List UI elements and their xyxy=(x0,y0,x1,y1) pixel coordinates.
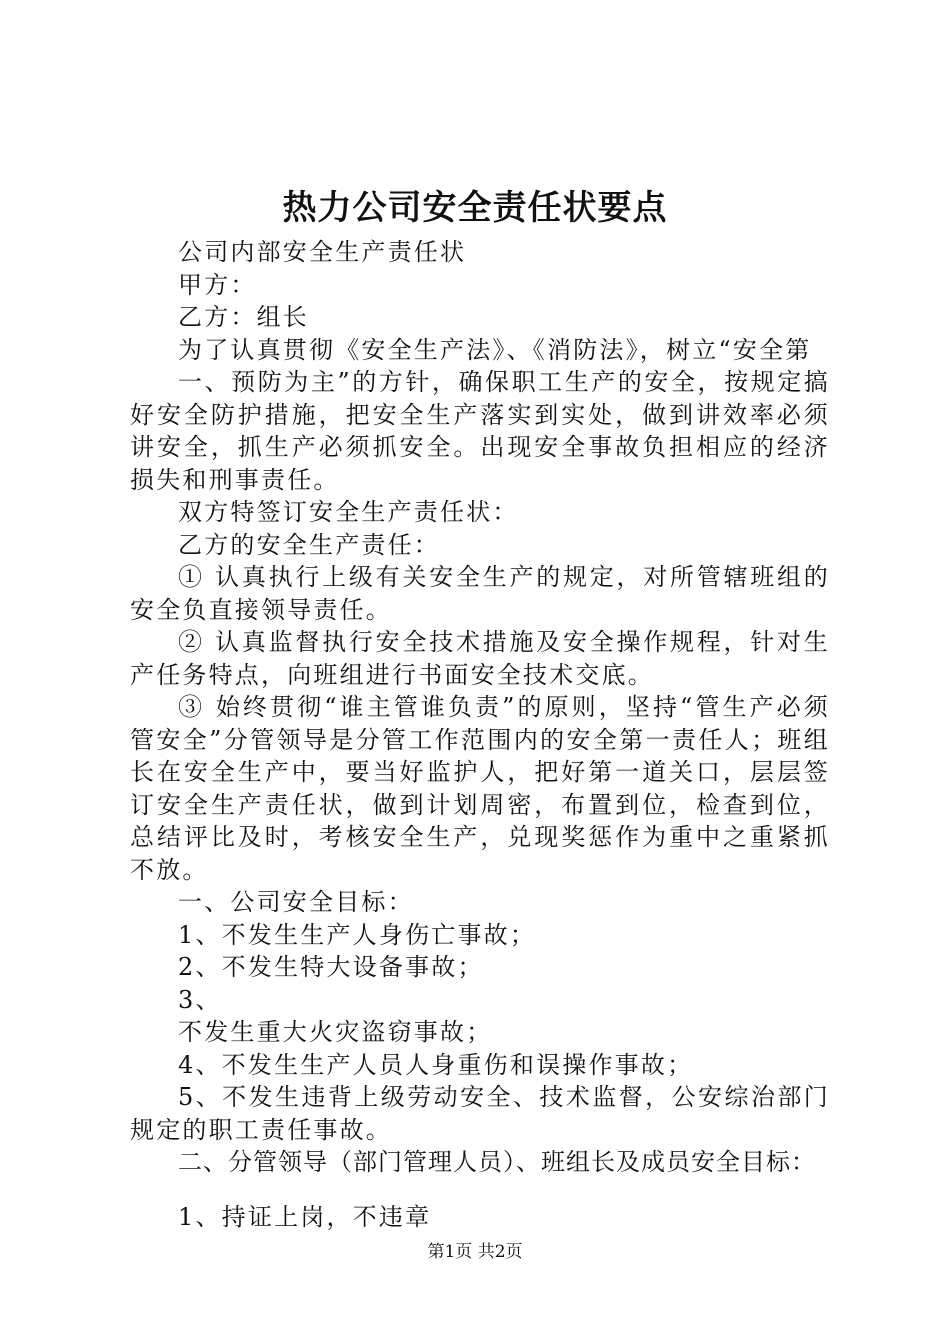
paragraph: 一、公司安全目标： xyxy=(178,888,414,916)
paragraph: 乙方：组长 xyxy=(178,303,309,331)
paragraph: 一、预防为主”的方针，确保职工生产的安全，按规定搞好安全防护措施，把安全生产落实到实处，做到讲效率必须讲安全，抓生产必须抓安全。出现安全事故负担相应的经济损失和刑事责任。 xyxy=(130,368,830,494)
paragraph: 二、分管领导（部门管理人员）、班组长及成员安全目标： xyxy=(178,1148,816,1176)
paragraph: 5、不发生违背上级劳动安全、技术监督，公安综治部门规定的职工责任事故。 xyxy=(130,1083,830,1144)
document-title: 热力公司安全责任状要点 xyxy=(282,188,668,228)
page-footer: 第1页 共2页 xyxy=(427,1242,523,1262)
paragraph: 2、不发生特大设备事故； xyxy=(178,953,484,981)
paragraph: 乙方的安全生产责任： xyxy=(178,530,440,559)
paragraph: 1、持证上岗，不违章 xyxy=(178,1202,432,1231)
paragraph: ③ 始终贯彻“谁主管谁负责”的原则，坚持“管生产必须管安全”分管领导是分管工作范围内的安全第一责任人；班组长在安全生产中，要当好监护人，把好第一道关口，层层签订安全生产责任状，做到计划周密，布置到位，检查到位，总结评比及时，考核安全生产，兑现奖惩作为重中之重紧抓不放。 xyxy=(130,693,830,884)
paragraph: 1、不发生生产人身伤亡事故； xyxy=(178,920,537,949)
paragraph: 双方特签订安全生产责任状： xyxy=(178,498,519,526)
paragraph: ① 认真执行上级有关安全生产的规定，对所管辖班组的安全负直接领导责任。 xyxy=(130,563,830,624)
paragraph: ② 认真监督执行安全技术措施及安全操作规程，针对生产任务特点，向班组进行书面安全技术交底。 xyxy=(130,628,830,689)
paragraph: 4、不发生生产人员人身重伤和误操作事故； xyxy=(178,1050,694,1079)
paragraph: 甲方： xyxy=(178,270,257,299)
paragraph: 为了认真贯彻《安全生产法》、《消防法》，树立“安全第 xyxy=(178,335,812,364)
paragraph: 公司内部安全生产责任状 xyxy=(178,238,467,266)
document-body xyxy=(130,236,830,1233)
paragraph: 3、 xyxy=(178,985,222,1014)
paragraph: 不发生重大火灾盗窃事故； xyxy=(178,1018,493,1046)
